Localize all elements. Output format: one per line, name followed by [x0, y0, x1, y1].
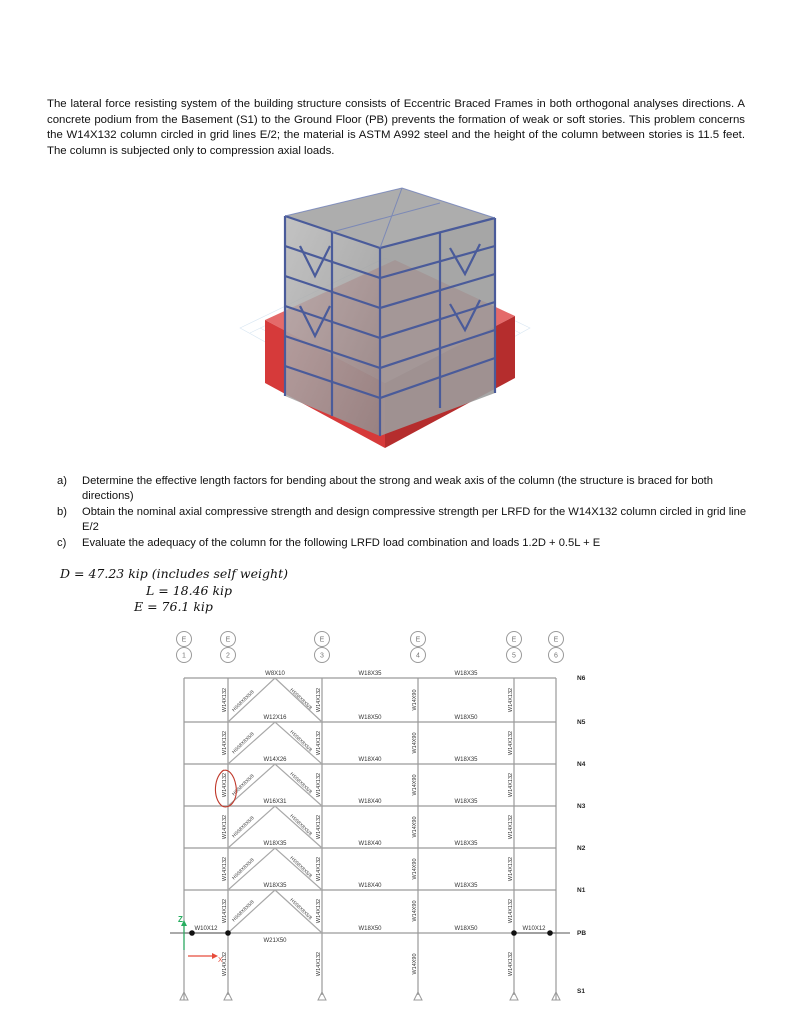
grid-bubbles — [177, 632, 564, 663]
beam-label: W21X50 — [263, 938, 287, 944]
question-text: Obtain the nominal axial compressive strength and design compressive strength per LRFD for the W14X132 column circled in grid line E/2 — [82, 506, 747, 533]
beam-label: W18X50 — [358, 715, 382, 721]
level-label: N1 — [577, 887, 586, 894]
brace-label: HSS8X8X5/8 — [231, 858, 256, 882]
column-label: W14X132 — [316, 772, 322, 798]
column-label: W14X132 — [508, 687, 514, 713]
column-label: W14X132 — [222, 898, 228, 924]
column-label: W14X132 — [508, 951, 514, 977]
column-label: W14X90 — [412, 816, 418, 838]
level-label: PB — [577, 930, 587, 937]
beam-label: W14X26 — [263, 757, 287, 763]
column-label: W14X90 — [412, 732, 418, 754]
question-list — [57, 474, 757, 552]
seismic-load: E = 76.1 kip — [134, 599, 213, 614]
beam-label: W10X12 — [522, 926, 546, 932]
beam-label: W18X50 — [358, 926, 382, 932]
brace-label: HSS8X8X5/8 — [231, 774, 256, 798]
question-text: Evaluate the adequacy of the column for the following LRFD load combination and loads 1.2D + 0.5L + E — [82, 537, 601, 549]
brace-label: HSS8X8X5/8 — [231, 900, 256, 924]
grid-bubble-5 — [507, 632, 522, 663]
brace-label: HSS8X8X5/8 — [231, 816, 256, 840]
grid-bubble-2 — [221, 632, 236, 663]
brace-label: HSS8X8X5/8 — [231, 732, 256, 756]
dead-load: D = 47.23 kip (includes self weight) — [60, 566, 288, 581]
column-label: W14X132 — [316, 856, 322, 882]
column-label: W14X132 — [316, 898, 322, 924]
column-label: W14X132 — [222, 772, 228, 798]
brace-label: HSS8X8X5/8 — [288, 772, 313, 796]
beam-label: W18X35 — [358, 671, 382, 677]
column-label: W14X132 — [222, 856, 228, 882]
beam-label: W18X40 — [358, 799, 382, 805]
column-label: W14X90 — [412, 858, 418, 880]
beam-label: W10X12 — [194, 926, 218, 932]
column-label: W14X132 — [316, 687, 322, 713]
question-label: a) — [57, 475, 67, 487]
beam-label: W12X16 — [263, 715, 287, 721]
question-c — [57, 536, 757, 551]
grid-number: 1 — [182, 652, 186, 660]
axis-indicator — [178, 915, 223, 964]
beam-label: W8X10 — [265, 671, 285, 677]
column-label: W14X132 — [316, 814, 322, 840]
beam-labels — [194, 671, 546, 944]
grid-letter: E — [415, 636, 421, 644]
frame-elevation-drawing — [170, 630, 610, 1015]
grid-bubble-3 — [315, 632, 330, 663]
grid-letter: E — [553, 636, 559, 644]
brace-label: HSS8X8X5/8 — [288, 856, 313, 880]
grid-letter: E — [225, 636, 231, 644]
brace-label: HSS8X8X5/8 — [288, 814, 313, 838]
beam-label: W18X40 — [358, 841, 382, 847]
level-labels — [577, 675, 586, 995]
beam-label: W18X50 — [454, 926, 478, 932]
intro-paragraph: The lateral force resisting system of the building structure consists of Eccentric Braced Frames in both orthogonal analyses directions. A concrete podium from the Basement (S1) to the Ground Floor (PB) prevents the formation of weak or soft stories. This problem concerns the W14X132 column circled in grid lines E/2; the material is ASTM A992 steel and the height of the column between stories is 11.5 feet. The column is subjected only to compression axial loads. — [47, 98, 745, 157]
level-label: N2 — [577, 845, 586, 852]
column-label: W14X132 — [222, 951, 228, 977]
grid-number: 4 — [416, 652, 420, 660]
column-label: W14X90 — [412, 900, 418, 922]
beam-label: W18X40 — [358, 757, 382, 763]
axis-z-label: Z — [178, 915, 183, 924]
grid-bubble-6 — [549, 632, 564, 663]
column-label: W14X132 — [222, 814, 228, 840]
building-3d-render — [230, 178, 540, 460]
column-label: W14X90 — [412, 689, 418, 711]
column-label: W14X90 — [412, 953, 418, 975]
level-label: N3 — [577, 803, 586, 810]
beam-label: W16X31 — [263, 799, 287, 805]
beam-label: W18X35 — [454, 883, 478, 889]
beam-label: W18X35 — [263, 883, 287, 889]
live-load: L = 18.46 kip — [146, 582, 233, 598]
brace-label: HSS8X8X5/8 — [231, 690, 256, 714]
grid-bubble-4 — [411, 632, 426, 663]
level-label: N4 — [577, 761, 586, 768]
level-label: N5 — [577, 719, 586, 726]
column-label: W14X132 — [316, 951, 322, 977]
beam-label: W18X35 — [454, 799, 478, 805]
brace-label: HSS8X8X5/8 — [288, 688, 313, 712]
question-text: Determine the effective length factors for bending about the strong and weak axis of the column (the structure is braced for both directions) — [82, 475, 714, 502]
column-label: W14X132 — [508, 772, 514, 798]
column-label: W14X132 — [508, 898, 514, 924]
grid-letter: E — [319, 636, 325, 644]
load-values — [60, 566, 288, 616]
column-label: W14X132 — [222, 730, 228, 756]
grid-bubble-1 — [177, 632, 192, 663]
beam-label: W18X35 — [454, 757, 478, 763]
brace-label: HSS8X8X5/8 — [288, 730, 313, 754]
question-label: c) — [57, 537, 67, 549]
level-label: N6 — [577, 675, 586, 682]
grid-letter: E — [511, 636, 517, 644]
beam-label: W18X50 — [454, 715, 478, 721]
question-label: b) — [57, 506, 67, 518]
beam-label: W18X35 — [454, 671, 478, 677]
beam-label: W18X35 — [454, 841, 478, 847]
column-label: W14X132 — [508, 856, 514, 882]
column-label: W14X90 — [412, 774, 418, 796]
grid-number: 5 — [512, 652, 516, 660]
question-a — [57, 474, 757, 504]
grid-number: 2 — [226, 652, 230, 660]
question-b — [57, 505, 757, 535]
support-triangles — [180, 992, 560, 1000]
column-label: W14X132 — [508, 730, 514, 756]
column-label: W14X132 — [222, 687, 228, 713]
beam-label: W18X35 — [263, 841, 287, 847]
beam-label: W18X40 — [358, 883, 382, 889]
grid-number: 6 — [554, 652, 558, 660]
grid-letter: E — [181, 636, 187, 644]
level-label: S1 — [577, 988, 585, 995]
steel-tower — [285, 188, 495, 436]
grid-number: 3 — [320, 652, 324, 660]
column-label: W14X132 — [508, 814, 514, 840]
brace-label: HSS8X8X5/8 — [288, 898, 313, 922]
axis-x-label: X — [218, 957, 223, 964]
column-label: W14X132 — [316, 730, 322, 756]
